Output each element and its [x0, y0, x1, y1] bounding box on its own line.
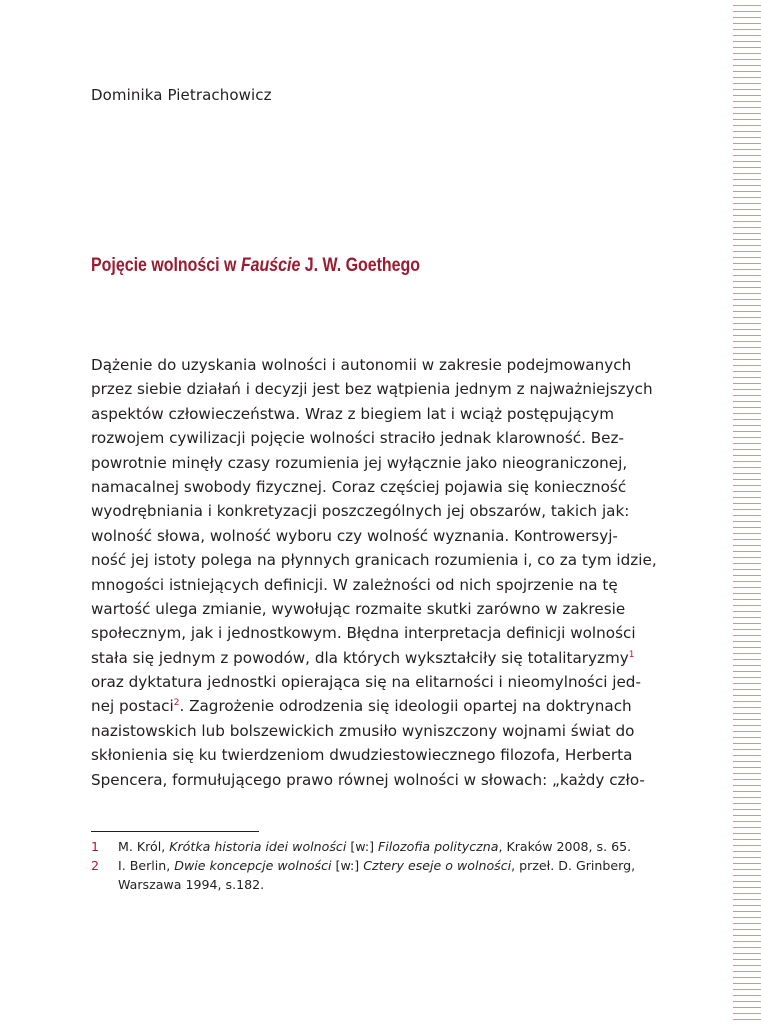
footnote-source: Filozofia polityczna — [378, 839, 499, 854]
body-line: namacalnej swobody fizycznej. Coraz częściej pojawia się konieczność — [91, 477, 627, 496]
footnote-author: I. Berlin, — [118, 858, 175, 873]
decorative-stripes — [733, 0, 761, 1024]
footnote-in: [w:] — [346, 839, 379, 854]
footnote-pub: , przeł. D. Grinberg, — [511, 858, 636, 873]
body-line: skłonienia się ku twierdzeniom dwudziestowiecznego filozofa, Herberta — [91, 746, 633, 765]
body-line: wartość ulega zmianie, wywołując rozmaite skutki zarówno w zakresie — [91, 599, 626, 618]
body-line: społecznym, jak i jednostkowym. Błędna interpretacja definicji wolności — [91, 624, 636, 643]
body-line: powrotnie minęły czasy rozumienia jej wyłącznie jako nieograniczonej, — [91, 453, 628, 472]
title-part2: J. W. Goethego — [300, 255, 421, 276]
footnotes — [91, 837, 636, 894]
footnote-text — [118, 856, 636, 875]
footnote-author: M. Król, — [118, 839, 170, 854]
body-line-text: stała się jednym z powodów, dla których wykształciły się totalitaryzmy — [91, 648, 629, 667]
footnote-title: Dwie koncepcje wolności — [174, 858, 332, 873]
title-italic: Fauście — [240, 255, 301, 276]
article-title — [91, 255, 420, 277]
body-line: przez siebie działań i decyzji jest bez wątpienia jednym z najważniejszych — [91, 380, 653, 399]
footnote-marker[interactable]: 1 — [628, 649, 635, 660]
body-line: Spencera, formułującego prawo równej wolności w słowach: „każdy czło- — [91, 770, 645, 789]
footnote-number: 2 — [91, 858, 100, 873]
body-line-text: . Zagrożenie odrodzenia się ideologii opartej na doktrynach — [179, 697, 632, 716]
footnote-title: Krótka historia idei wolności — [169, 839, 347, 854]
body-line: wyodrębniania i konkretyzacji poszczególnych jej obszarów, takich jak: — [91, 502, 630, 521]
body-line: nazistowskich lub bolszewickich zmusiło wyniszczony wojnami świat do — [91, 721, 635, 740]
author-name: Dominika Pietrachowicz — [91, 86, 272, 104]
footnote-number: 1 — [91, 839, 100, 854]
footnote-text — [118, 837, 632, 856]
body-line: oraz dyktatura jednostki opierająca się na elitarności i nieomylności jed- — [91, 673, 641, 692]
footnote — [91, 856, 636, 894]
footnote-in: [w:] — [331, 858, 364, 873]
body-line: mnogości istniejących definicji. W zależności od nich spojrzenie na tę — [91, 575, 618, 594]
footnote-source: Cztery eseje o wolności — [363, 858, 512, 873]
body-line: rozwojem cywilizacji pojęcie wolności straciło jednak klarowność. Bez- — [91, 429, 624, 448]
body-line — [91, 694, 632, 718]
body-text — [91, 353, 657, 792]
title-part1: Pojęcie wolności w — [91, 255, 241, 276]
body-line: Dążenie do uzyskania wolności i autonomii w zakresie podejmowanych — [91, 356, 632, 374]
body-line: wolność słowa, wolność wyboru czy wolność wyznania. Kontrowersyj- — [91, 526, 618, 545]
footnote-divider — [91, 831, 259, 832]
footnote-text-cont: Warszawa 1994, s.182. — [118, 877, 265, 892]
body-line: aspektów człowieczeństwa. Wraz z biegiem lat i wciąż postępującym — [91, 404, 614, 423]
footnote — [91, 837, 632, 856]
footnote-pub: , Kraków 2008, s. 65. — [498, 839, 632, 854]
footnote-marker[interactable]: 2 — [173, 698, 180, 709]
body-line-text: nej postaci — [91, 697, 174, 716]
body-line: ność jej istoty polega na płynnych granicach rozumienia i, co za tym idzie, — [91, 551, 657, 570]
body-line — [91, 646, 635, 670]
